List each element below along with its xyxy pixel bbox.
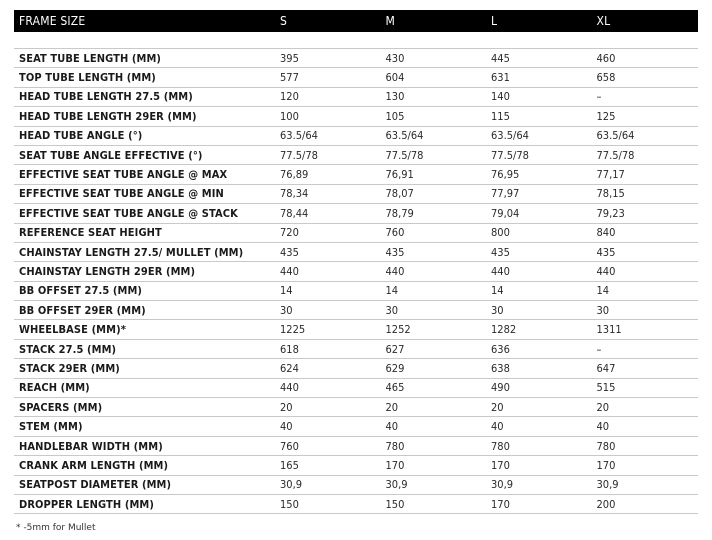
cell-size-m: 435 [385, 245, 405, 259]
row-label: SEAT TUBE LENGTH (MM) [19, 51, 162, 65]
cell-size-xl: 440 [596, 264, 616, 278]
table-row [14, 398, 698, 417]
table-row [14, 359, 698, 378]
cell-size-s: 760 [280, 439, 299, 453]
row-label: HANDLEBAR WIDTH (MM) [19, 439, 163, 453]
cell-size-m: 130 [385, 90, 405, 104]
cell-size-l: 140 [491, 90, 510, 104]
cell-size-s: 76,89 [280, 168, 309, 182]
cell-size-l: 800 [491, 226, 510, 240]
table-row [14, 88, 698, 107]
cell-size-m: 440 [385, 264, 405, 278]
row-label: DROPPER LENGTH (MM) [19, 497, 154, 511]
cell-size-xl: 40 [596, 420, 610, 434]
cell-size-xl: – [596, 90, 602, 104]
cell-size-l: 40 [491, 420, 504, 434]
table-row [14, 282, 698, 301]
header-size-l: L [491, 14, 498, 28]
cell-size-l: 631 [491, 71, 510, 85]
cell-size-s: 63.5/64 [280, 129, 318, 143]
cell-size-s: 120 [280, 90, 299, 104]
cell-size-s: 20 [280, 400, 293, 414]
cell-size-l: 77,97 [491, 187, 520, 201]
table-row [14, 107, 698, 126]
cell-size-xl: 460 [596, 51, 616, 65]
cell-size-m: 30 [385, 303, 399, 317]
cell-size-m: 430 [385, 51, 405, 65]
row-label: HEAD TUBE LENGTH 27.5 (MM) [19, 90, 193, 104]
row-label: CHAINSTAY LENGTH 27.5/ MULLET (MM) [19, 245, 244, 259]
cell-size-s: 77.5/78 [280, 148, 318, 162]
cell-size-m: 78,07 [385, 187, 414, 201]
cell-size-l: 638 [491, 361, 510, 375]
cell-size-l: 170 [491, 497, 510, 511]
cell-size-l: 20 [491, 400, 504, 414]
cell-size-s: 40 [280, 420, 293, 434]
table-row [14, 243, 698, 262]
table-header [14, 10, 698, 32]
cell-size-s: 100 [280, 109, 299, 123]
cell-size-xl: 840 [596, 226, 616, 240]
cell-size-m: 76,91 [385, 168, 414, 182]
table-row [14, 262, 698, 281]
cell-size-s: 440 [280, 381, 299, 395]
row-label: STEM (MM) [19, 420, 83, 434]
cell-size-m: 78,79 [385, 206, 414, 220]
cell-size-s: 14 [280, 284, 293, 298]
cell-size-s: 165 [280, 458, 299, 472]
row-label: BB OFFSET 27.5 (MM) [19, 284, 143, 298]
table-row [14, 49, 698, 68]
header-frame-size: FRAME SIZE [19, 14, 86, 28]
cell-size-m: 20 [385, 400, 399, 414]
header-size-xl: XL [596, 14, 611, 28]
cell-size-xl: 647 [596, 361, 616, 375]
cell-size-l: 14 [491, 284, 504, 298]
table-row [14, 456, 698, 475]
table-row [14, 320, 698, 339]
cell-size-s: 78,34 [280, 187, 309, 201]
row-label: STACK 29ER (MM) [19, 361, 120, 375]
cell-size-s: 30 [280, 303, 293, 317]
table-row [14, 437, 698, 456]
cell-size-s: 720 [280, 226, 299, 240]
table-row [14, 204, 698, 223]
cell-size-m: 1252 [385, 323, 411, 337]
cell-size-m: 14 [385, 284, 399, 298]
table-row [14, 68, 698, 87]
cell-size-s: 30,9 [280, 478, 303, 492]
cell-size-s: 440 [280, 264, 299, 278]
cell-size-xl: 125 [596, 109, 616, 123]
cell-size-m: 760 [385, 226, 405, 240]
table-row [14, 379, 698, 398]
row-label: TOP TUBE LENGTH (MM) [19, 71, 156, 85]
cell-size-xl: 20 [596, 400, 610, 414]
cell-size-l: 445 [491, 51, 510, 65]
table-row [14, 301, 698, 320]
table-row [14, 417, 698, 436]
cell-size-l: 435 [491, 245, 510, 259]
table-row [14, 165, 698, 184]
cell-size-xl: 14 [596, 284, 610, 298]
cell-size-xl: 658 [596, 71, 616, 85]
row-label: REFERENCE SEAT HEIGHT [19, 226, 162, 240]
cell-size-m: 105 [385, 109, 405, 123]
cell-size-l: 780 [491, 439, 510, 453]
cell-size-l: 115 [491, 109, 510, 123]
cell-size-m: 629 [385, 361, 405, 375]
table-row [14, 146, 698, 165]
cell-size-l: 1282 [491, 323, 517, 337]
cell-size-l: 636 [491, 342, 510, 356]
cell-size-m: 604 [385, 71, 405, 85]
cell-size-m: 627 [385, 342, 405, 356]
cell-size-m: 780 [385, 439, 405, 453]
cell-size-l: 79,04 [491, 206, 520, 220]
row-label: WHEELBASE (MM)* [19, 323, 126, 337]
cell-size-m: 170 [385, 458, 405, 472]
cell-size-m: 63.5/64 [385, 129, 424, 143]
row-label: EFFECTIVE SEAT TUBE ANGLE @ STACK [19, 206, 238, 220]
cell-size-xl: 170 [596, 458, 616, 472]
cell-size-m: 77.5/78 [385, 148, 424, 162]
table-row [14, 476, 698, 495]
cell-size-xl: 435 [596, 245, 616, 259]
row-label: HEAD TUBE ANGLE (°) [19, 129, 143, 143]
row-label: BB OFFSET 29ER (MM) [19, 303, 146, 317]
table-body [14, 49, 698, 514]
cell-size-s: 395 [280, 51, 299, 65]
cell-size-xl: 780 [596, 439, 616, 453]
row-label: CRANK ARM LENGTH (MM) [19, 458, 169, 472]
table-row [14, 495, 698, 514]
cell-size-l: 76,95 [491, 168, 520, 182]
cell-size-s: 150 [280, 497, 299, 511]
cell-size-xl: 77.5/78 [596, 148, 635, 162]
row-label: HEAD TUBE LENGTH 29ER (MM) [19, 109, 197, 123]
cell-size-l: 490 [491, 381, 510, 395]
cell-size-xl: 200 [596, 497, 616, 511]
row-label: SEAT TUBE ANGLE EFFECTIVE (°) [19, 148, 203, 162]
row-label: REACH (MM) [19, 381, 90, 395]
cell-size-l: 30,9 [491, 478, 514, 492]
row-label: CHAINSTAY LENGTH 29ER (MM) [19, 264, 196, 278]
cell-size-s: 618 [280, 342, 299, 356]
cell-size-s: 78,44 [280, 206, 309, 220]
table-row [14, 340, 698, 359]
cell-size-xl: 1311 [596, 323, 622, 337]
cell-size-xl: 30,9 [596, 478, 619, 492]
table-row [14, 185, 698, 204]
footnote: * -5mm for Mullet [16, 523, 96, 533]
row-label: EFFECTIVE SEAT TUBE ANGLE @ MAX [19, 168, 228, 182]
cell-size-s: 577 [280, 71, 299, 85]
cell-size-m: 30,9 [385, 478, 408, 492]
header-size-s: S [280, 14, 288, 28]
cell-size-l: 30 [491, 303, 504, 317]
cell-size-m: 465 [385, 381, 405, 395]
cell-size-s: 435 [280, 245, 299, 259]
cell-size-xl: 79,23 [596, 206, 625, 220]
cell-size-l: 440 [491, 264, 510, 278]
geometry-table [14, 10, 698, 514]
table-row [14, 224, 698, 243]
cell-size-m: 40 [385, 420, 399, 434]
row-label: SPACERS (MM) [19, 400, 103, 414]
row-label: EFFECTIVE SEAT TUBE ANGLE @ MIN [19, 187, 224, 201]
cell-size-xl: 78,15 [596, 187, 625, 201]
table-row [14, 127, 698, 146]
cell-size-xl: – [596, 342, 602, 356]
header-spacer [14, 32, 698, 49]
cell-size-xl: 30 [596, 303, 610, 317]
header-size-m: M [385, 14, 396, 28]
cell-size-xl: 515 [596, 381, 616, 395]
row-label: STACK 27.5 (MM) [19, 342, 117, 356]
cell-size-l: 170 [491, 458, 510, 472]
cell-size-m: 150 [385, 497, 405, 511]
cell-size-l: 63.5/64 [491, 129, 529, 143]
cell-size-xl: 63.5/64 [596, 129, 635, 143]
cell-size-l: 77.5/78 [491, 148, 529, 162]
cell-size-xl: 77,17 [596, 168, 625, 182]
row-label: SEATPOST DIAMETER (MM) [19, 478, 172, 492]
cell-size-s: 624 [280, 361, 299, 375]
cell-size-s: 1225 [280, 323, 306, 337]
